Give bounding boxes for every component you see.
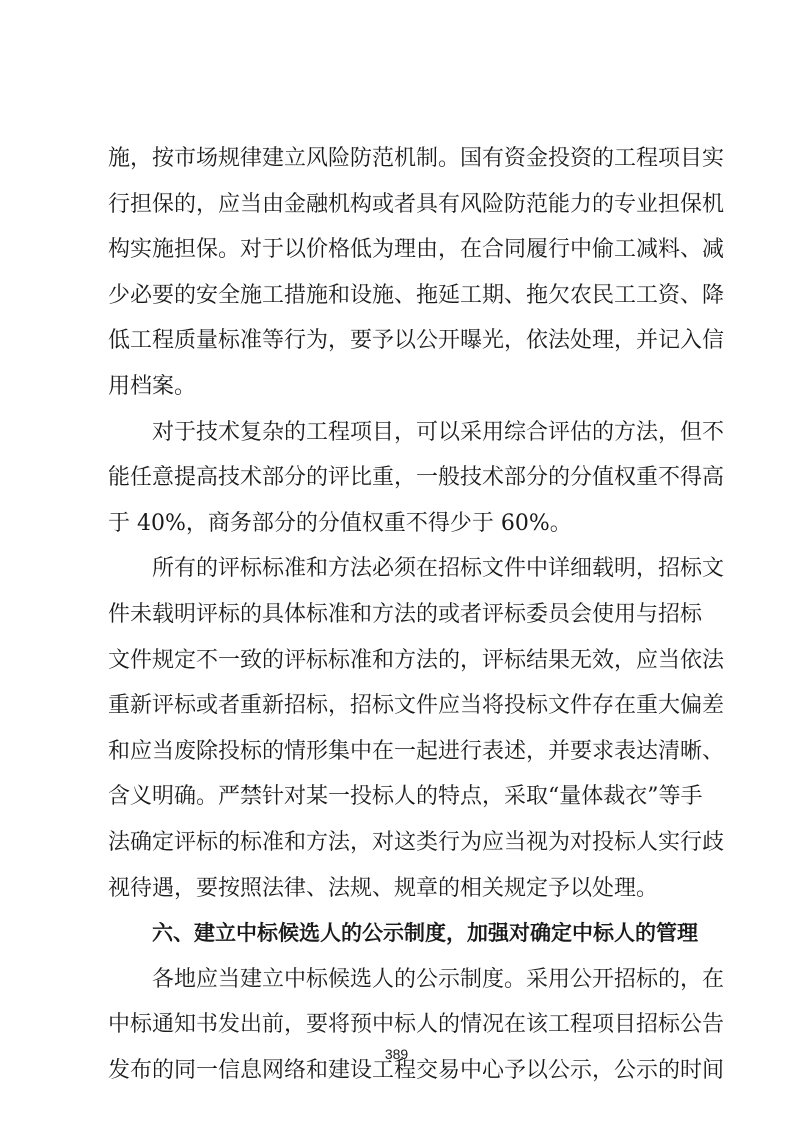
text-line: 和应当废除投标的情形集中在一起进行表述，并要求表达清晰、	[108, 738, 725, 764]
text-line: 法确定评标的标准和方法，对这类行为应当视为对投标人实行歧	[108, 829, 725, 855]
text-line: 施，按市场规律建立风险防范机制。国有资金投资的工程项目实	[108, 146, 725, 171]
text-line: 构实施担保。对于以价格低为理由，在合同履行中偷工减料、减	[108, 237, 725, 263]
text-line: 少必要的安全施工措施和设施、拖延工期、拖欠农民工工资、降	[108, 282, 725, 308]
text-line: 用档案。	[108, 373, 197, 399]
text-line: 低工程质量标准等行为，要予以公开曝光，依法处理，并记入信	[108, 328, 725, 354]
text-line: 所有的评标标准和方法必须在招标文件中详细载明，招标文	[152, 556, 725, 582]
text-line: 文件规定不一致的评标标准和方法的，评标结果无效，应当依法	[108, 647, 725, 673]
text-line: 对于技术复杂的工程项目，可以采用综合评估的方法，但不	[152, 419, 725, 445]
text-line: 重新评标或者重新招标，招标文件应当将投标文件存在重大偏差	[108, 693, 725, 719]
body-text	[108, 136, 725, 1093]
text-line: 能任意提高技术部分的评比重，一般技术部分的分值权重不得高	[108, 465, 725, 491]
text-line: 各地应当建立中标候选人的公示制度。采用公开招标的，在	[152, 966, 725, 992]
page-number: 389	[384, 1046, 409, 1062]
text-line: 行担保的，应当由金融机构或者具有风险防范能力的专业担保机	[108, 191, 725, 217]
text-line: 发布的同一信息网络和建设工程交易中心予以公示，公示的时间	[108, 1057, 725, 1083]
text-line: 视待遇，要按照法律、法规、规章的相关规定予以处理。	[108, 875, 659, 901]
text-line: 中标通知书发出前，要将预中标人的情况在该工程项目招标公告	[108, 1012, 725, 1038]
section-heading: 六、建立中标候选人的公示制度，加强对确定中标人的管理	[152, 921, 698, 946]
text-line: 件未载明评标的具体标准和方法的或者评标委员会使用与招标	[108, 601, 703, 627]
text-line: 含义明确。严禁针对某一投标人的特点，采取“量体裁衣”等手	[108, 784, 703, 810]
text-line: 于 40%，商务部分的分值权重不得少于 60%。	[108, 510, 572, 536]
